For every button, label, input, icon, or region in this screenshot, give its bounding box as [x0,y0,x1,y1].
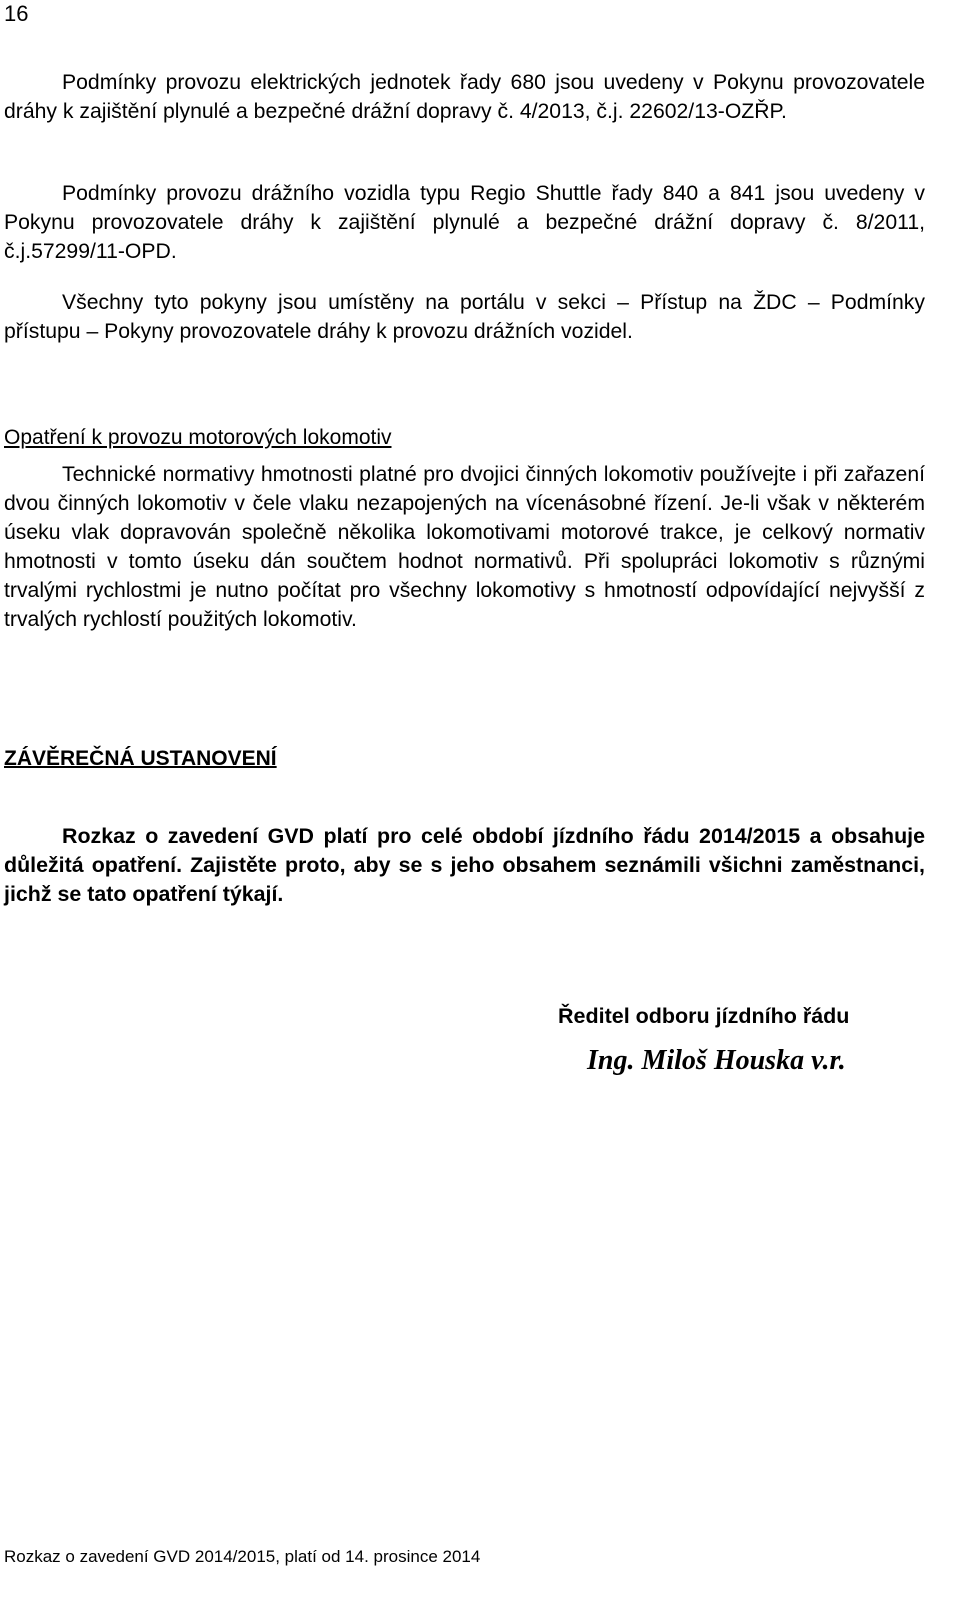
section-heading-final-provisions: ZÁVĚREČNÁ USTANOVENÍ [4,747,277,770]
paragraph-regio-shuttle: Podmínky provozu drážního vozidla typu Regio Shuttle řady 840 a 841 jsou uvedeny v Pokynu provozovatele dráhy k zajištění plynulé a bezpečné drážní dopravy č. 8/2011, č.j.57299/11-OPD. [4,182,925,263]
paragraph-electric-units: Podmínky provozu elektrických jednotek řady 680 jsou uvedeny v Pokynu provozovatele dráhy k zajištění plynulé a bezpečné drážní dopravy č. 4/2013, č.j. 22602/13-OZŘP. [4,71,925,123]
paragraph-locomotive-norms: Technické normativy hmotnosti platné pro dvojici činných lokomotiv používejte i při zařazení dvou činných lokomotiv v čele vlaku nezapojených na vícenásobné řízení. Je-li však v některém úseku vlak dopravován společně několika lokomotivami motorové trakce, je celkový normativ hmotnosti v tomto úseku dán součtem hodnot normativů. Při spolupráci lokomotiv s různými trvalými rychlostmi je nutno počítat pro všechny lokomotivy s hmotností odpovídající nejvyšší z trvalých rychlostí použitých lokomotiv. [4,463,925,631]
page-number: 16 [4,1,29,26]
signature-title: Ředitel odboru jízdního řádu [558,1004,850,1028]
paragraph-final-provisions: Rozkaz o zavedení GVD platí pro celé období jízdního řádu 2014/2015 a obsahuje důležitá opatření. Zajistěte proto, aby se s jeho obsahem seznámili všichni zaměstnanci, jichž se tato opatření týkají. [4,824,925,906]
section-heading-locomotives: Opatření k provozu motorových lokomotiv [4,426,392,449]
page-footer: Rozkaz o zavedení GVD 2014/2015, platí od 14. prosince 2014 [4,1547,481,1566]
paragraph-portal-info: Všechny tyto pokyny jsou umístěny na portálu v sekci – Přístup na ŽDC – Podmínky přístupu – Pokyny provozovatele dráhy k provozu drážních vozidel. [4,291,925,343]
signature-name: Ing. Miloš Houska v.r. [587,1045,846,1076]
